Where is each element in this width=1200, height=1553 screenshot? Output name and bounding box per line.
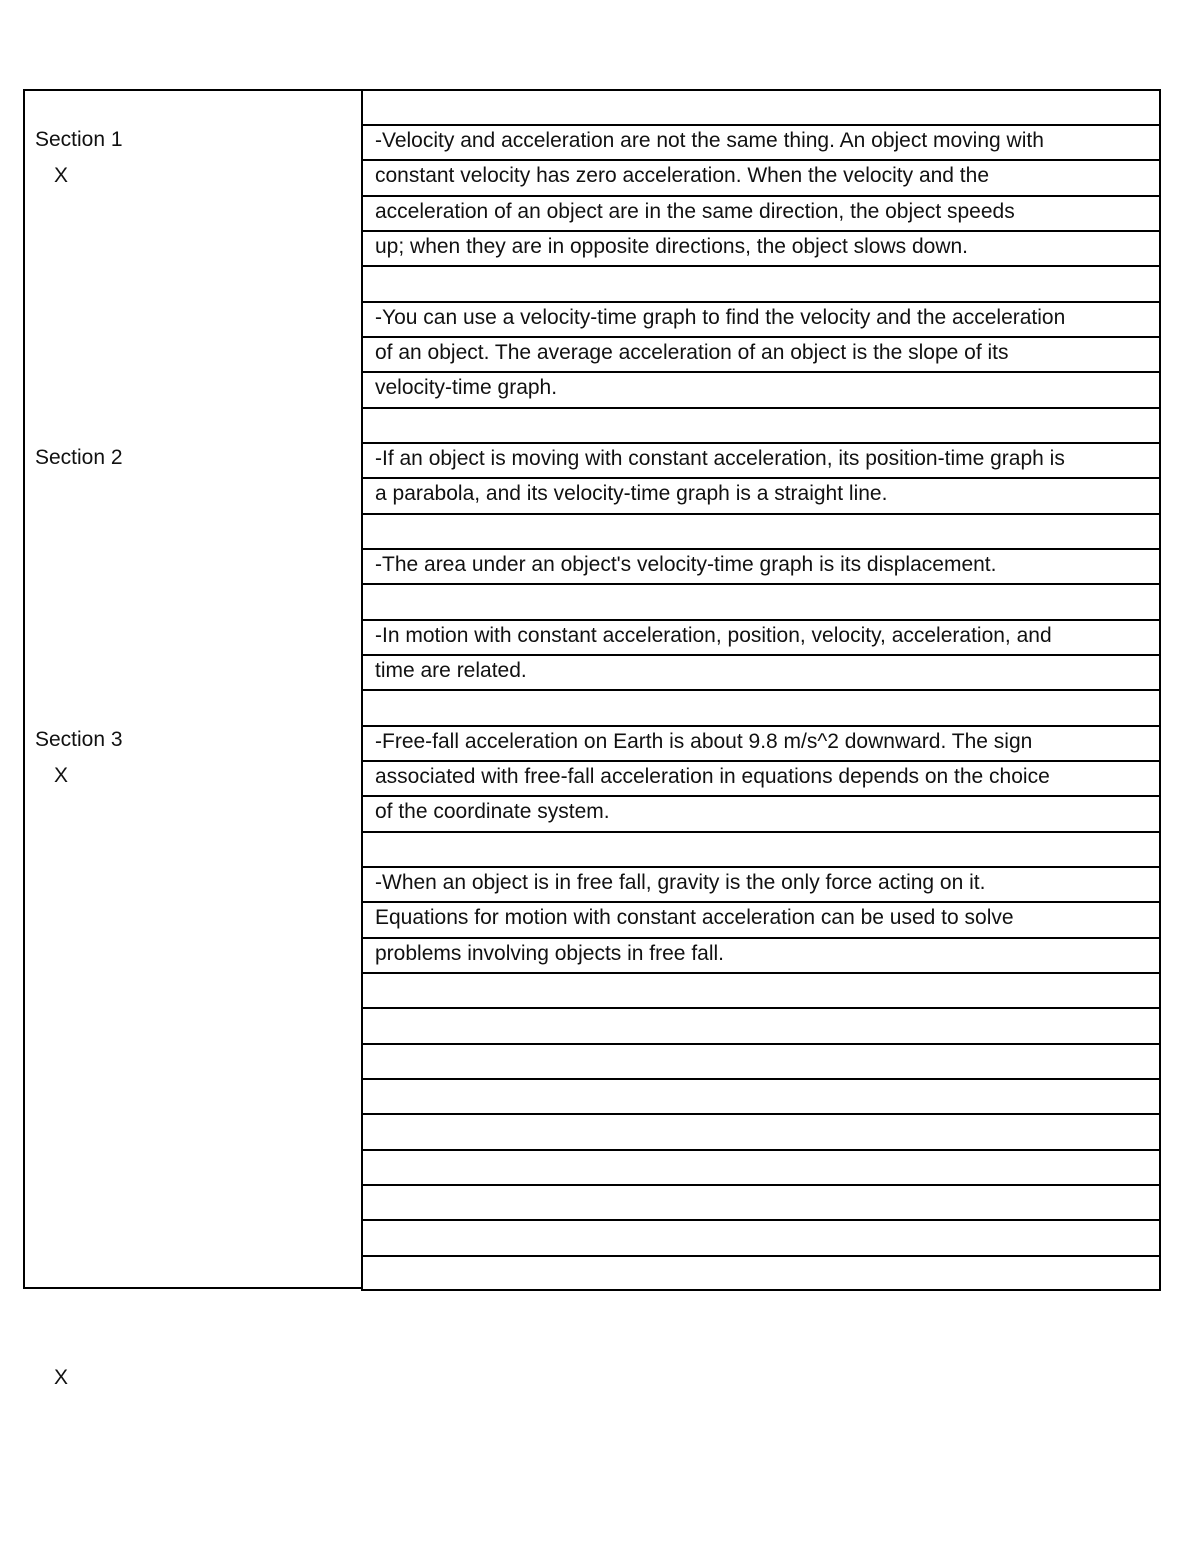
note-line: a parabola, and its velocity-time graph is a straight line. — [375, 482, 888, 505]
note-line: -The area under an object's velocity-time graph is its displacement. — [375, 553, 997, 576]
rule-line — [363, 371, 1159, 373]
rule-line — [363, 619, 1159, 621]
rule-line — [363, 937, 1159, 939]
rule-line — [363, 1255, 1159, 1257]
rule-line — [363, 442, 1159, 444]
rule-line — [363, 831, 1159, 833]
note-line: -Free-fall acceleration on Earth is about 9.8 m/s^2 downward. The sign — [375, 730, 1033, 753]
note-line: -Velocity and acceleration are not the same thing. An object moving with — [375, 129, 1044, 152]
note-line: of the coordinate system. — [375, 800, 610, 823]
cue-column — [23, 89, 362, 1289]
rule-line — [363, 301, 1159, 303]
note-line: Equations for motion with constant acceleration can be used to solve — [375, 906, 1014, 929]
section-2-label: Section 2 — [35, 446, 123, 469]
rule-line — [363, 265, 1159, 267]
rule-line — [363, 548, 1159, 550]
section-3-mark: X — [54, 764, 69, 787]
rule-line — [363, 1113, 1159, 1115]
rule-line — [363, 1219, 1159, 1221]
rule-line — [363, 477, 1159, 479]
note-line: constant velocity has zero acceleration. When the velocity and the — [375, 164, 990, 187]
note-line: associated with free-fall acceleration in equations depends on the choice — [375, 765, 1050, 788]
note-line: velocity-time graph. — [375, 376, 558, 399]
section-1-label: Section 1 — [35, 128, 123, 151]
note-line: problems involving objects in free fall. — [375, 942, 725, 965]
rule-line — [363, 689, 1159, 691]
note-line: of an object. The average acceleration of an object is the slope of its — [375, 341, 1009, 364]
note-line: up; when they are in opposite directions, the object slows down. — [375, 235, 969, 258]
rule-line — [363, 866, 1159, 868]
rule-line — [363, 1078, 1159, 1080]
rule-line — [363, 583, 1159, 585]
rule-line — [363, 407, 1159, 409]
rule-line — [363, 159, 1159, 161]
note-line: -If an object is moving with constant acceleration, its position-time graph is — [375, 447, 1065, 470]
rule-line — [363, 124, 1159, 126]
rule-line — [363, 1007, 1159, 1009]
note-line: -You can use a velocity-time graph to find the velocity and the acceleration — [375, 306, 1066, 329]
note-line: time are related. — [375, 659, 527, 682]
notes-lined-area — [361, 89, 1161, 1291]
rule-line — [363, 1149, 1159, 1151]
rule-line — [363, 725, 1159, 727]
footer-mark: X — [54, 1366, 69, 1389]
rule-line — [363, 230, 1159, 232]
rule-line — [363, 1184, 1159, 1186]
section-1-mark: X — [54, 164, 69, 187]
rule-line — [363, 513, 1159, 515]
rule-line — [363, 901, 1159, 903]
rule-line — [363, 654, 1159, 656]
rule-line — [363, 972, 1159, 974]
rule-line — [363, 1043, 1159, 1045]
note-line: -In motion with constant acceleration, position, velocity, acceleration, and — [375, 624, 1052, 647]
note-line: acceleration of an object are in the same direction, the object speeds — [375, 200, 1015, 223]
rule-line — [363, 760, 1159, 762]
rule-line — [363, 795, 1159, 797]
rule-line — [363, 336, 1159, 338]
rule-line — [363, 195, 1159, 197]
note-line: -When an object is in free fall, gravity is the only force acting on it. — [375, 871, 986, 894]
section-3-label: Section 3 — [35, 728, 123, 751]
